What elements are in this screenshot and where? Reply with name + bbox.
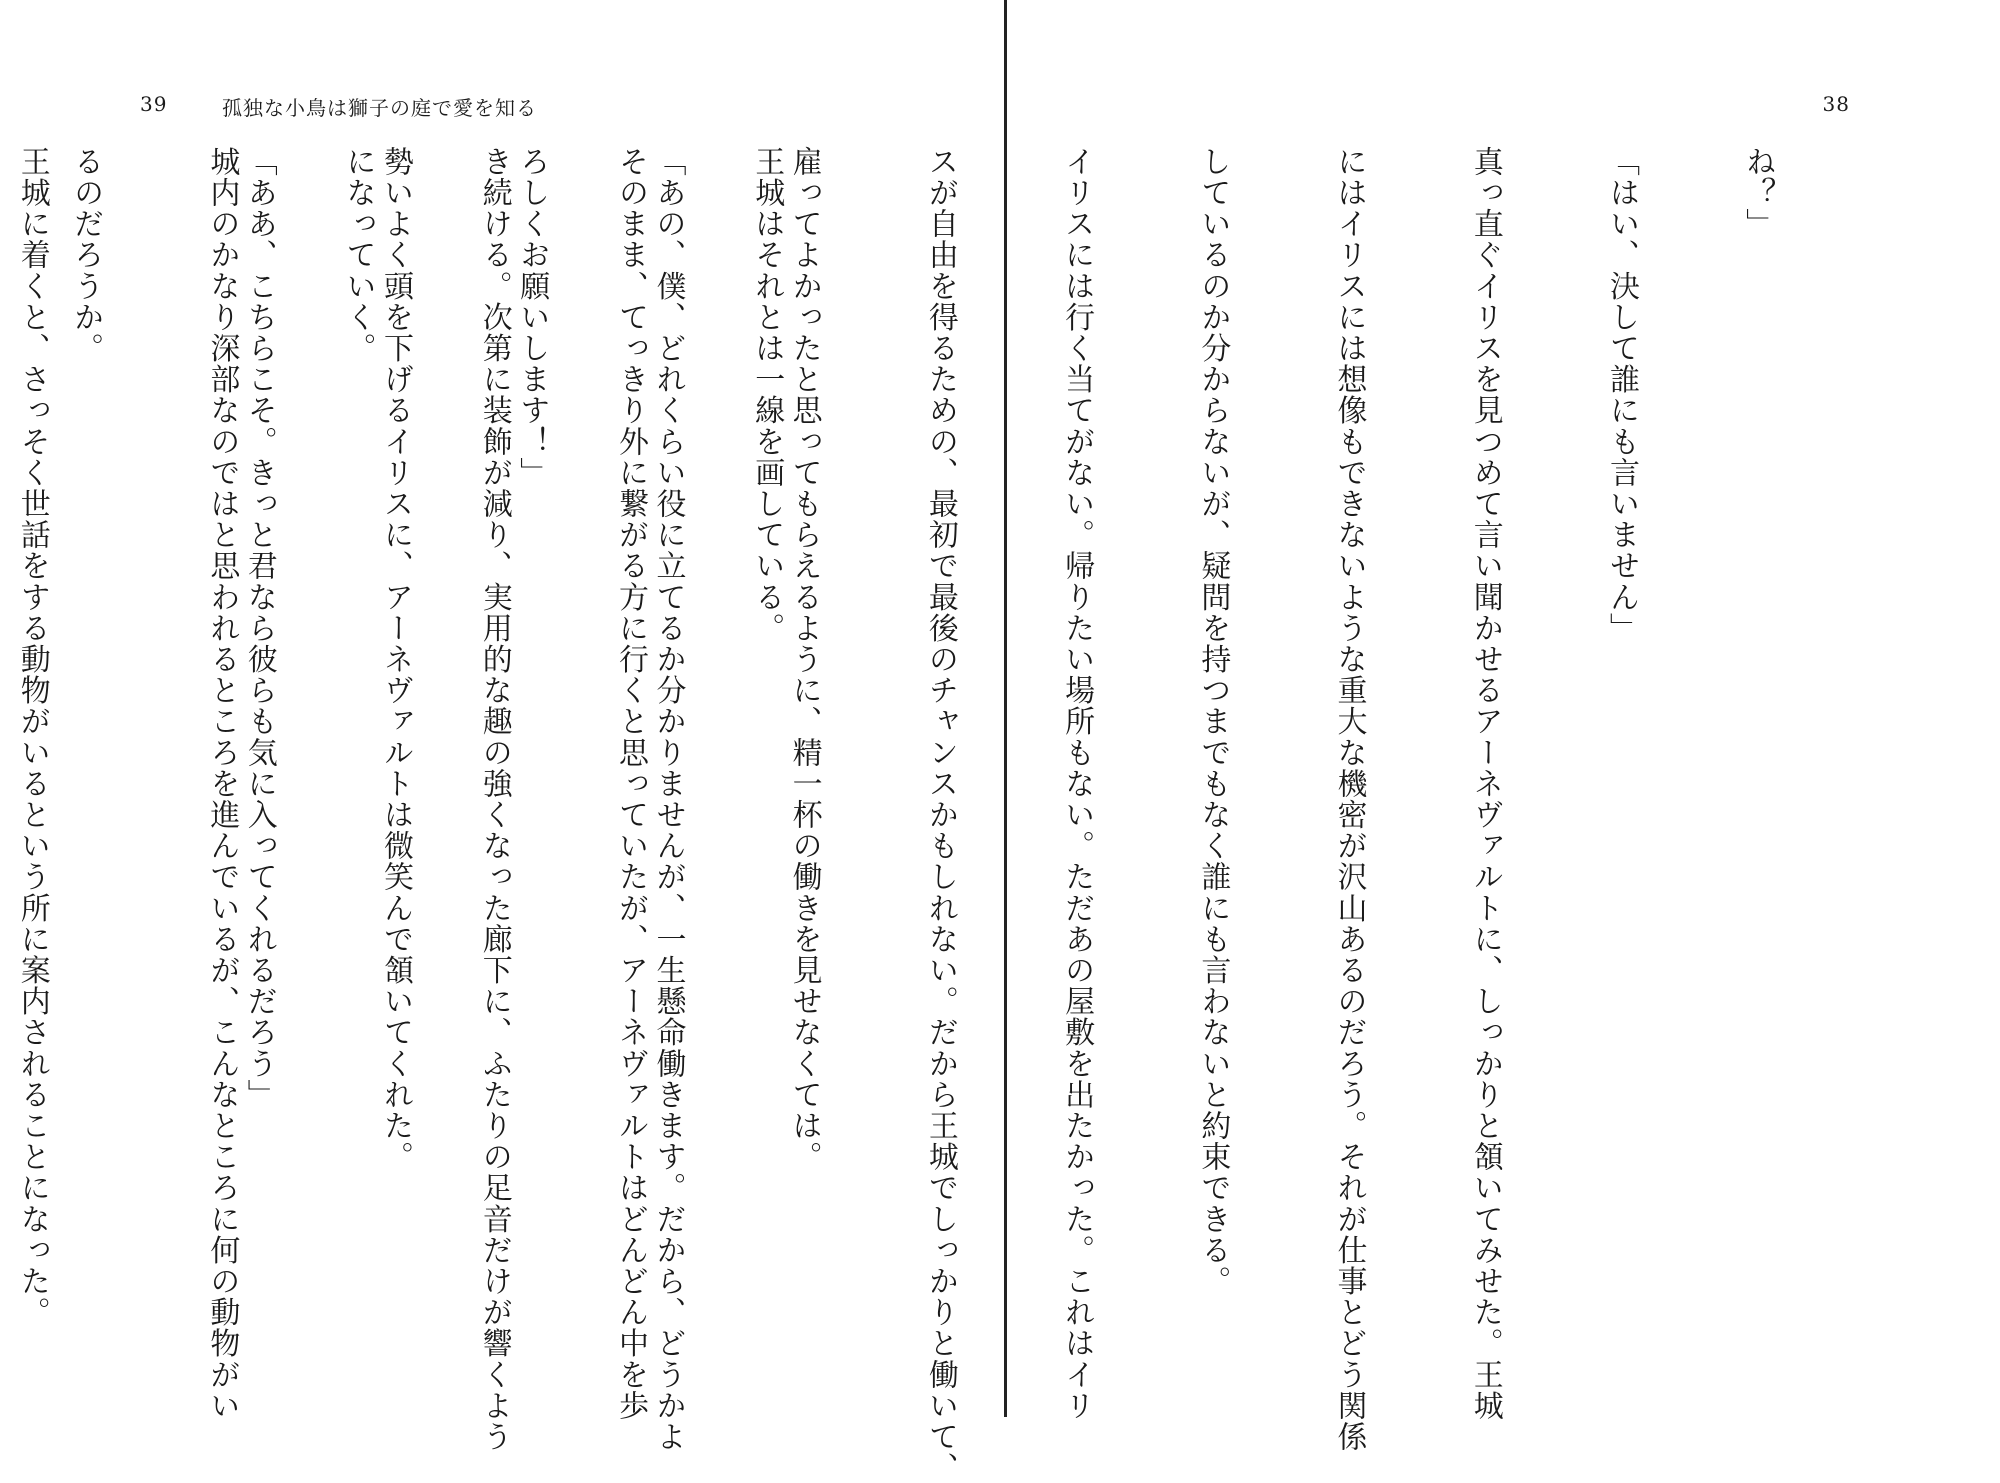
page-number: 39 bbox=[140, 92, 168, 116]
text-line: 真っ直ぐイリスを見つめて言い聞かせるアーネヴァルトに、しっかりと頷いてみせた。王城 bbox=[1467, 146, 1503, 1422]
body-text bbox=[0, 146, 1871, 1483]
text-line: 城内のかなり深部なのではと思われるところを進んでいるが、こんなところに何の動物がい bbox=[204, 146, 240, 1422]
text-line: スが自由を得るための、最初で最後のチャンスかもしれない。だから王城でしっかりと働いて、 bbox=[922, 146, 958, 1483]
text-line: き続ける。次第に装飾が減り、実用的な趣の強くなった廊下に、ふたりの足音だけが響くよう bbox=[476, 146, 512, 1453]
text-line: ろしくお願いします！」 bbox=[514, 146, 550, 489]
text-line: 「はい、決して誰にも言いません」 bbox=[1603, 146, 1639, 644]
text-line: 王城はそれとは一線を画している。 bbox=[749, 146, 785, 644]
text-line: 「あの、僕、どれくらい役に立てるか分かりませんが、一生懸命働きます。だから、どうかよ bbox=[650, 146, 686, 1453]
text-line: しているのか分からないが、疑問を持つまでもなく誰にも言わないと約束できる。 bbox=[1195, 146, 1231, 1297]
text-line: イリスには行く当てがない。帰りたい場所もない。ただあの屋敷を出たかった。これはイリ bbox=[1059, 146, 1095, 1422]
text-line: にはイリスには想像もできないような重大な機密が沢山あるのだろう。それが仕事とどう関係 bbox=[1331, 146, 1367, 1453]
page-number: 38 bbox=[1822, 92, 1850, 116]
text-line: ね？」 bbox=[1740, 146, 1776, 240]
text-line: 「ああ、こちらこそ。きっと君なら彼らも気に入ってくれるだろう」 bbox=[241, 146, 277, 1111]
text-line: 勢いよく頭を下げるイリスに、アーネヴァルトは微笑んで頷いてくれた。 bbox=[378, 146, 413, 1173]
text-line: そのまま、てっきり外に繋がる方に行くと思っていたが、アーネヴァルトはどんどん中を歩 bbox=[612, 146, 648, 1422]
running-title: 孤独な小鳥は獅子の庭で愛を知る bbox=[222, 96, 537, 120]
text-line: になっていく。 bbox=[340, 146, 376, 364]
text-line: 雇ってよかったと思ってもらえるように、精一杯の働きを見せなくては。 bbox=[786, 146, 822, 1173]
text-line: 王城に着くと、さっそく世話をする動物がいるという所に案内されることになった。 bbox=[14, 146, 50, 1328]
text-line: るのだろうか。 bbox=[68, 146, 104, 364]
